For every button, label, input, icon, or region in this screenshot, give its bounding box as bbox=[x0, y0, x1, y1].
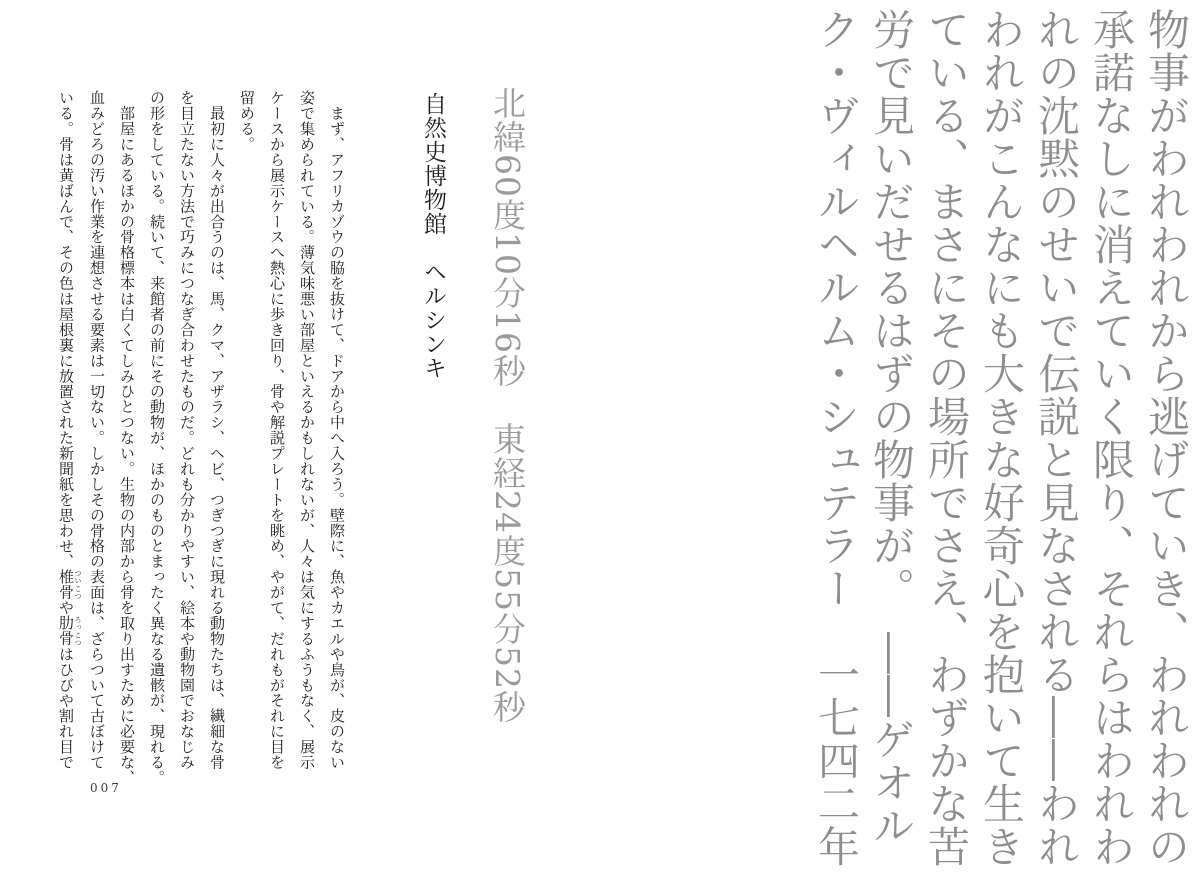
chapter-coordinates: 北緯60度10分16秒 東経24度55分52秒 bbox=[488, 86, 527, 724]
epigraph-line: ている、まさにその場所でさえ、わずかな苦 bbox=[922, 8, 971, 868]
body-line: の形をしている。続いて、来館者の前にその動物が、ほかのものとまったく異なる遺骸が、現れる。 bbox=[148, 90, 166, 786]
epigraph-line: 労で見いだせるはずの物事が。 ――ゲオル bbox=[867, 8, 916, 847]
chapter-title: 自然史博物館 ヘルシンキ bbox=[420, 92, 446, 380]
epigraph-line: ク・ヴィルヘルム・シュテラー 一七四二年 bbox=[812, 8, 861, 868]
body-line: 最初に人々が出合うのは、馬、クマ、アザラシ、ヘビ、つぎつぎに現れる動物たちは、繊細な骨 bbox=[208, 90, 226, 770]
body-line: いる。骨は黄ばんで、その色は屋根裏に放置された新聞紙を思わせ、椎骨 ついこつや肋骨 ろっこつはひびや割れ目で bbox=[57, 90, 82, 770]
epigraph-line: 物事がわれわれから逃げていき、われわれの bbox=[1142, 8, 1191, 868]
body-line: まず、アフリカゾウの脇を抜けて、ドアから中へ入ろう。壁際に、魚やカエルや鳥が、皮のない bbox=[328, 90, 346, 770]
body-line: 血みどろの汚い作業を連想させる要素は一切ない。しかしその骨格の表面は、ざらついて古ぼけて bbox=[88, 90, 106, 770]
body-text bbox=[52, 90, 352, 786]
body-line: 姿で集められている。薄気味悪い部屋といえるかもしれないが、人々は気にするふうもなく、展示 bbox=[298, 90, 316, 770]
body-line: 部屋にあるほかの骨格標本は白くてしみひとつない。生物の内部から骨を取り出すために必要な、 bbox=[118, 90, 136, 786]
epigraph-line: 承諾なしに消えていく限り、それらはわれわ bbox=[1087, 8, 1136, 868]
body-line: を目立たない方法で巧みにつなぎ合わせたものだ。どれも分かりやすい、絵本や動物園でおなじみ bbox=[178, 90, 196, 770]
epigraph-line: れの沈黙のせいで伝説と見なされる――われ bbox=[1032, 8, 1081, 868]
body-line: 留める。 bbox=[238, 90, 256, 152]
body-line: ケースから展示ケースへ熱心に歩き回り、骨や解説プレートを眺め、やがて、だれもがそれに目を bbox=[268, 90, 286, 770]
epigraph-quote bbox=[809, 8, 1194, 874]
epigraph-line: われがこんなにも大きな好奇心を抱いて生き bbox=[977, 8, 1026, 868]
page-number: 007 bbox=[90, 781, 122, 795]
